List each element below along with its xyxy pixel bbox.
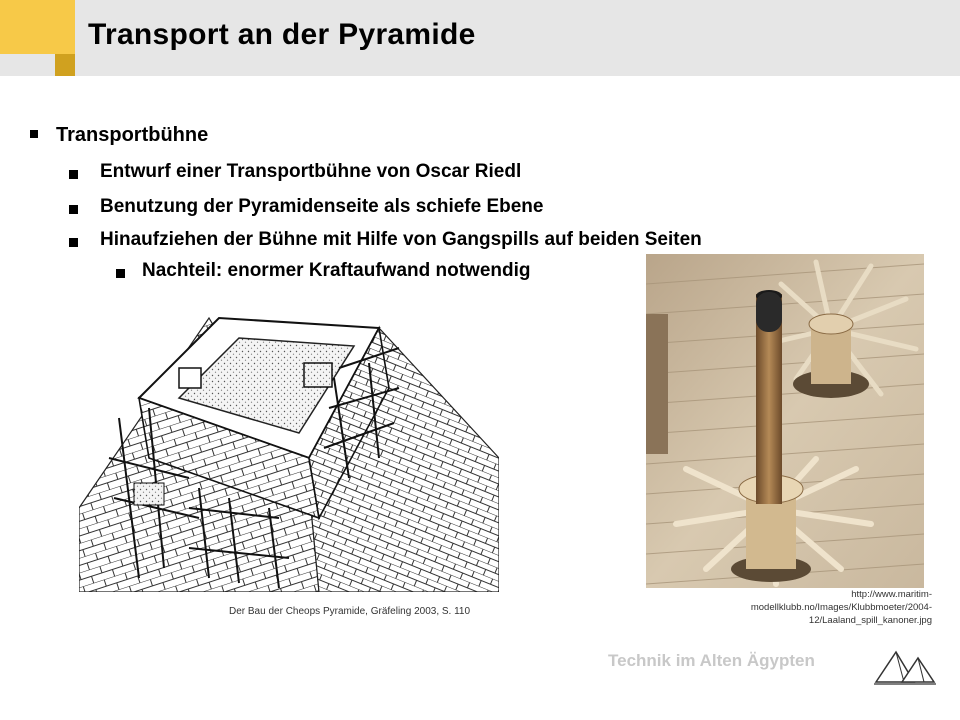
bullet-diamond-icon: [69, 205, 78, 214]
capstan-model-photo: [646, 254, 924, 588]
pyramids-logo-icon: [874, 644, 936, 686]
bullet-level1: Transportbühne: [56, 124, 209, 146]
bullet-level2-item: Entwurf einer Transportbühne von Oscar Riedl: [100, 161, 522, 182]
caption-right: http://www.maritim-modellklubb.no/Images/Klubbmoeter/2004-12/Laaland_spill_kanoner.jpg: [750, 589, 932, 626]
bullet-level3-item: Nachteil: enormer Kraftaufwand notwendig: [142, 260, 531, 281]
footer-title: Technik im Alten Ägypten: [608, 651, 815, 670]
bullet-diamond-icon: [69, 238, 78, 247]
bullet-square-icon: [30, 130, 38, 138]
bullet-level2-item: Hinaufziehen der Bühne mit Hilfe von Gangspills auf beiden Seiten: [100, 229, 702, 250]
bullet-diamond-icon: [116, 269, 125, 278]
pyramid-platform-drawing: [79, 308, 499, 592]
bullet-level2-item: Benutzung der Pyramidenseite als schiefe Ebene: [100, 196, 544, 217]
slide-title: Transport an der Pyramide: [88, 18, 476, 51]
caption-left: Der Bau der Cheops Pyramide, Gräfeling 2003, S. 110: [229, 606, 471, 617]
bullet-diamond-icon: [69, 170, 78, 179]
